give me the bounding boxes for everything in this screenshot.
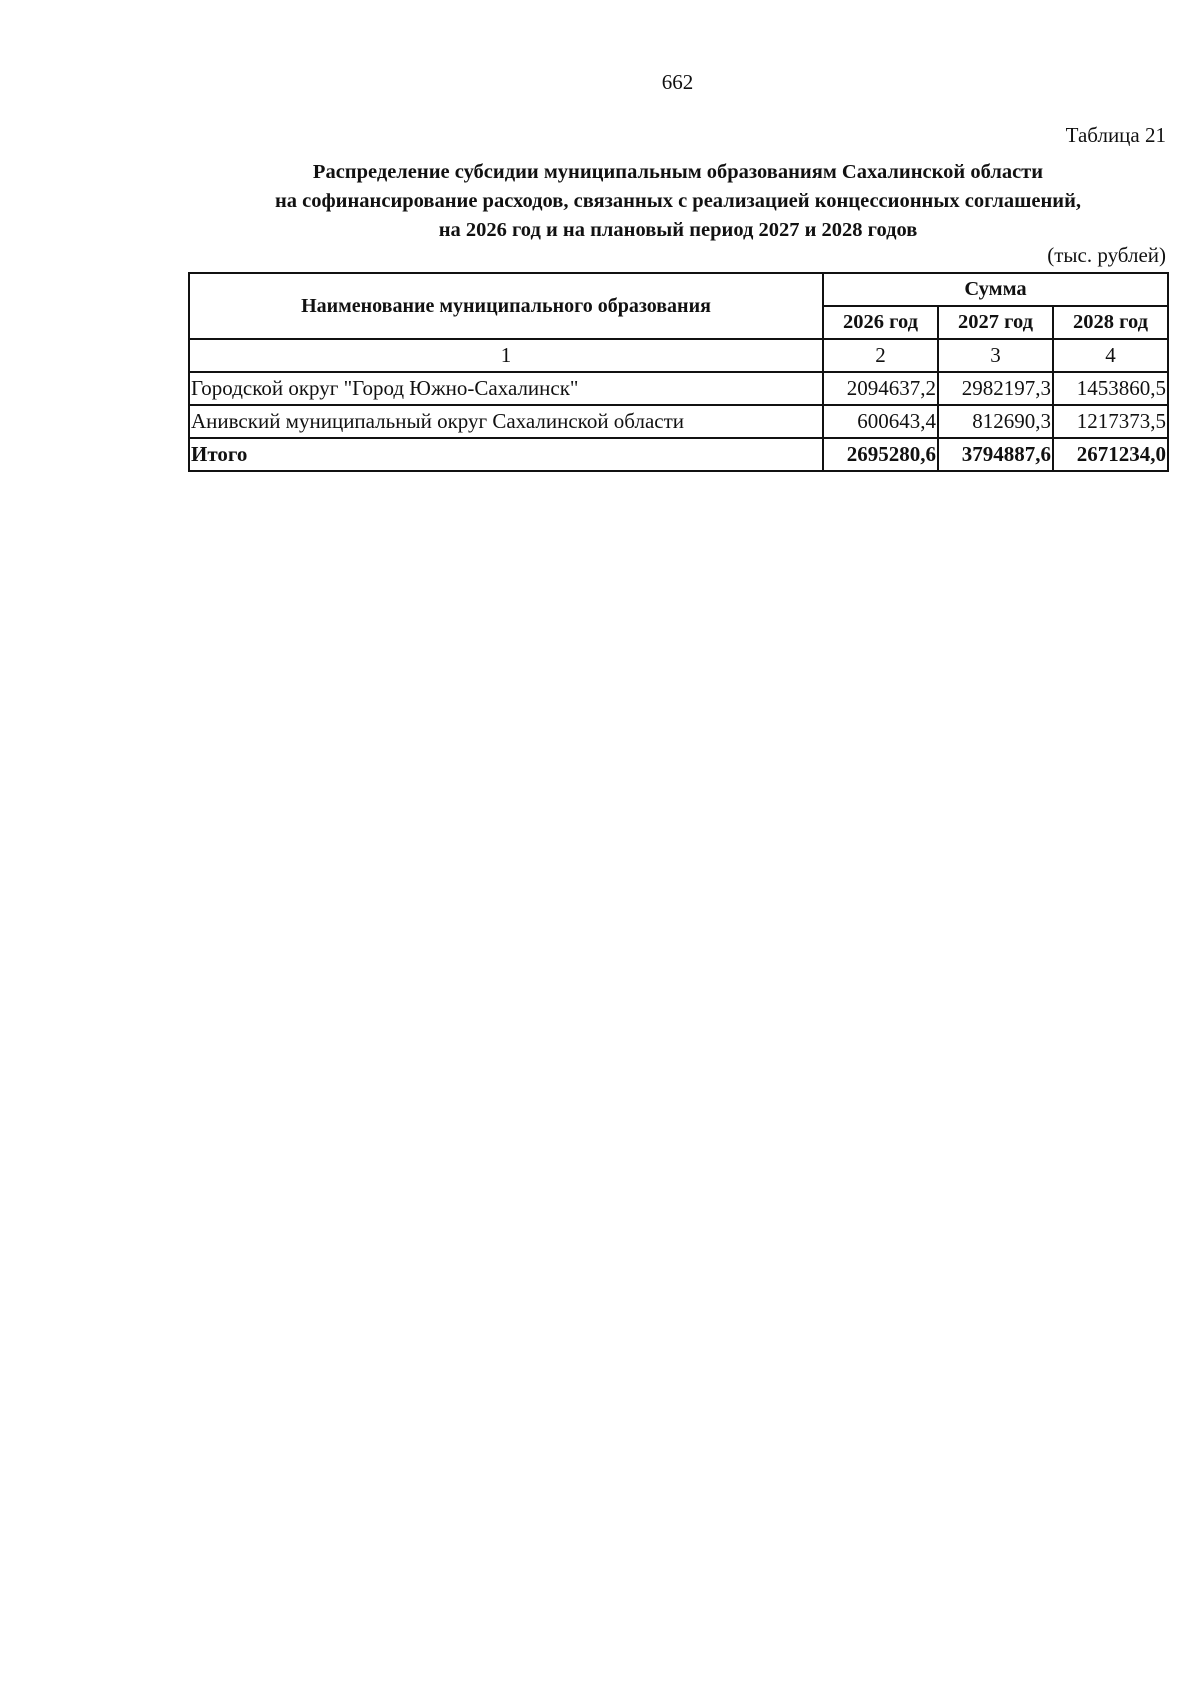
title-line-2: на софинансирование расходов, связанных с реализацией концессионных соглашений, [274,190,1082,212]
value-2026: 2094637,2 [823,372,938,405]
total-label: Итого [189,438,823,471]
total-2026: 2695280,6 [823,438,938,471]
header-name: Наименование муниципального образования [189,273,823,339]
column-numbers-row [189,339,1168,372]
header-year-2027: 2027 год [938,306,1053,339]
column-number: 3 [938,339,1053,372]
header-sum: Сумма [823,273,1168,306]
value-2028: 1217373,5 [1053,405,1168,438]
table-row [189,405,1168,438]
table-row [189,372,1168,405]
document-title [188,158,1168,245]
page-number: 662 [661,70,694,94]
column-number: 1 [189,339,823,372]
title-line-1: Распределение субсидии муниципальным образованиям Сахалинской области [312,161,1044,183]
title-line-3: на 2026 год и на плановый период 2027 и 2028 годов [438,219,918,241]
column-number: 2 [823,339,938,372]
value-2028: 1453860,5 [1053,372,1168,405]
row-name: Анивский муниципальный округ Сахалинской области [189,405,823,438]
total-2027: 3794887,6 [938,438,1053,471]
subsidy-table [188,272,1169,472]
value-2026: 600643,4 [823,405,938,438]
row-name: Городской округ "Город Южно-Сахалинск" [189,372,823,405]
table-id: Таблица 21 [1065,123,1166,147]
header-year-2026: 2026 год [823,306,938,339]
units-label: (тыс. рублей) [1047,243,1166,267]
total-2028: 2671234,0 [1053,438,1168,471]
column-number: 4 [1053,339,1168,372]
value-2027: 2982197,3 [938,372,1053,405]
header-year-2028: 2028 год [1053,306,1168,339]
header-row-1 [189,273,1168,306]
total-row [189,438,1168,471]
value-2027: 812690,3 [938,405,1053,438]
